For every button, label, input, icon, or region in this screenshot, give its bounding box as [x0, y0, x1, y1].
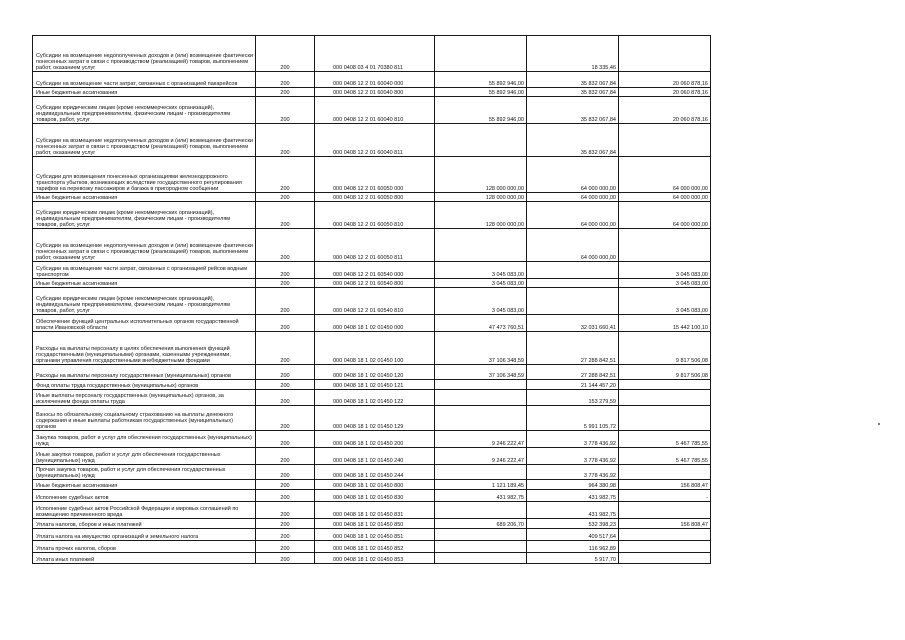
row-code: 200 — [256, 465, 315, 480]
row-code: 200 — [256, 262, 315, 279]
row-approved — [435, 553, 527, 564]
row-code: 200 — [256, 431, 315, 448]
row-remaining: 3 045 083,00 — [619, 288, 711, 315]
row-kbk: 000 0408 18 1 02 01450 830 — [315, 490, 435, 502]
row-approved: 1 121 189,45 — [435, 480, 527, 490]
table-row — [33, 465, 711, 480]
row-kbk: 000 0408 18 1 02 01450 120 — [315, 365, 435, 380]
row-code: 200 — [256, 529, 315, 541]
row-executed — [527, 288, 619, 315]
table-row — [33, 279, 711, 288]
row-approved: 37 106 348,59 — [435, 332, 527, 365]
table-body — [33, 36, 711, 564]
row-code: 200 — [256, 502, 315, 519]
row-kbk: 000 0408 18 1 02 01450 851 — [315, 529, 435, 541]
row-code: 200 — [256, 490, 315, 502]
row-name: Субсидии юридическим лицам (кроме некоммерческих организаций), индивидуальным предпринимателям, физическим лицам - производителям товаров, работ, услуг — [33, 288, 256, 315]
row-kbk: 000 0408 18 1 02 01450 831 — [315, 502, 435, 519]
row-code: 200 — [256, 36, 315, 72]
row-name: Взносы по обязательному социальному страхованию на выплаты денежного содержания и иные выплаты работникам государственных (муниципальных) органов — [33, 406, 256, 431]
table-row — [33, 529, 711, 541]
row-executed: 3 778 436,92 — [527, 448, 619, 465]
row-name: Иные бюджетные ассигнования — [33, 193, 256, 202]
row-kbk: 000 0408 12 2 01 60040 800 — [315, 88, 435, 97]
row-remaining — [619, 553, 711, 564]
row-code: 200 — [256, 365, 315, 380]
row-code: 200 — [256, 390, 315, 406]
row-executed: 3 778 436,92 — [527, 431, 619, 448]
row-kbk: 000 0408 03 4 01 70380 811 — [315, 36, 435, 72]
row-remaining: 15 442 100,10 — [619, 315, 711, 332]
row-executed: 431 982,75 — [527, 490, 619, 502]
row-kbk: 000 0408 18 1 02 01450 000 — [315, 315, 435, 332]
row-name: Уплата прочих налогов, сборов — [33, 541, 256, 553]
table-row — [33, 193, 711, 202]
row-name: Прочая закупка товаров, работ и услуг для обеспечения государственных (муниципальных) нужд — [33, 465, 256, 480]
row-approved: 431 982,75 — [435, 490, 527, 502]
row-approved: 3 045 083,00 — [435, 279, 527, 288]
row-remaining — [619, 529, 711, 541]
row-executed: 35 832 067,84 — [527, 97, 619, 124]
row-approved — [435, 541, 527, 553]
row-kbk: 000 0408 18 1 02 01450 122 — [315, 390, 435, 406]
row-remaining — [619, 380, 711, 390]
row-kbk: 000 0408 18 1 02 01450 200 — [315, 431, 435, 448]
row-code: 200 — [256, 315, 315, 332]
row-approved: 3 045 083,00 — [435, 288, 527, 315]
row-executed: 153 279,59 — [527, 390, 619, 406]
row-approved — [435, 390, 527, 406]
row-name: Обеспечение функций центральных исполнительных органов государственной власти Ивановской области — [33, 315, 256, 332]
row-executed: 431 982,75 — [527, 502, 619, 519]
row-remaining: 20 060 878,16 — [619, 88, 711, 97]
table-row — [33, 97, 711, 124]
row-remaining: 3 045 083,00 — [619, 279, 711, 288]
table-row — [33, 229, 711, 262]
row-remaining: 9 817 506,08 — [619, 365, 711, 380]
row-executed: 64 000 000,00 — [527, 202, 619, 229]
row-name: Субсидии юридическим лицам (кроме некоммерческих организаций), индивидуальным предпринимателям, физическим лицам - производителям товаров, работ, услуг — [33, 202, 256, 229]
row-remaining: 64 000 000,00 — [619, 157, 711, 193]
table-row — [33, 72, 711, 88]
row-remaining: 156 808,47 — [619, 480, 711, 490]
row-approved — [435, 124, 527, 157]
row-kbk: 000 0408 18 1 02 01450 240 — [315, 448, 435, 465]
table-row — [33, 202, 711, 229]
row-remaining — [619, 124, 711, 157]
row-code: 200 — [256, 541, 315, 553]
table-row — [33, 124, 711, 157]
table-row — [33, 406, 711, 431]
row-name: Субсидии на возмещение недополученных доходов и (или) возмещение фактически понесенных затрат в связи с производством (реализацией) товаров, выполнением работ, оказанием услуг — [33, 124, 256, 157]
table-row — [33, 480, 711, 490]
row-code: 200 — [256, 124, 315, 157]
row-name: Субсидии юридическим лицам (кроме некоммерческих организаций), индивидуальным предпринимателям, физическим лицам - производителям товаров, работ, услуг — [33, 97, 256, 124]
table-row — [33, 553, 711, 564]
row-executed: 21 144 457,20 — [527, 380, 619, 390]
table-row — [33, 332, 711, 365]
row-approved: 55 892 946,00 — [435, 88, 527, 97]
row-executed: 532 398,23 — [527, 519, 619, 529]
row-name: Уплата иных платежей — [33, 553, 256, 564]
row-code: 200 — [256, 157, 315, 193]
row-kbk: 000 0408 18 1 02 01450 850 — [315, 519, 435, 529]
row-name: Субсидии на возмещение недополученных доходов и (или) возмещение фактически понесенных затрат в связи с производством (реализацией) товаров, выполнением работ, оказанием услуг — [33, 36, 256, 72]
row-name: Исполнение судебных актов Российской Федерации и мировых соглашений по возмещению причиненного вреда — [33, 502, 256, 519]
row-name: Иные выплаты персоналу государственных (муниципальных) органов, за исключением фонда оплаты труда — [33, 390, 256, 406]
row-remaining — [619, 390, 711, 406]
row-approved: 37 106 348,59 — [435, 365, 527, 380]
row-kbk: 000 0408 18 1 02 01450 129 — [315, 406, 435, 431]
row-code: 200 — [256, 88, 315, 97]
row-remaining: 9 817 506,08 — [619, 332, 711, 365]
row-code: 200 — [256, 448, 315, 465]
row-code: 200 — [256, 519, 315, 529]
row-approved: 128 000 000,00 — [435, 202, 527, 229]
row-remaining: 20 060 878,16 — [619, 97, 711, 124]
row-approved: 47 473 760,51 — [435, 315, 527, 332]
row-kbk: 000 0408 12 2 01 60050 800 — [315, 193, 435, 202]
row-approved — [435, 502, 527, 519]
row-kbk: 000 0408 18 1 02 01450 853 — [315, 553, 435, 564]
row-remaining: 3 045 083,00 — [619, 262, 711, 279]
row-name: Исполнение судебных актов — [33, 490, 256, 502]
row-name: Субсидии для возмещения понесенных организациями железнодорожного транспорта убытков, возникающих вследствие государственного регулирования тарифов на перевозку пассажиров и багажа в пригородном сообщении — [33, 157, 256, 193]
table-row — [33, 390, 711, 406]
row-kbk: 000 0408 12 2 01 60540 810 — [315, 288, 435, 315]
row-code: 200 — [256, 288, 315, 315]
row-code: 200 — [256, 193, 315, 202]
row-name: Иные бюджетные ассигнования — [33, 279, 256, 288]
row-executed: 27 288 842,51 — [527, 365, 619, 380]
table-row — [33, 541, 711, 553]
table-row — [33, 502, 711, 519]
row-remaining: 5 467 785,55 — [619, 431, 711, 448]
row-code: 200 — [256, 97, 315, 124]
row-remaining: 64 000 000,00 — [619, 193, 711, 202]
table-row — [33, 431, 711, 448]
row-kbk: 000 0408 12 2 01 60050 810 — [315, 202, 435, 229]
row-remaining — [619, 406, 711, 431]
row-kbk: 000 0408 12 2 01 60040 000 — [315, 72, 435, 88]
row-kbk: 000 0408 12 2 01 60050 811 — [315, 229, 435, 262]
row-executed: 116 962,89 — [527, 541, 619, 553]
row-name: Субсидии на возмещение недополученных доходов и (или) возмещение фактически понесенных затрат в связи с производством (реализацией) товаров, выполнением работ, оказанием услуг — [33, 229, 256, 262]
row-name: Иные закупки товаров, работ и услуг для обеспечения государственных (муниципальных) нужд — [33, 448, 256, 465]
table-row — [33, 157, 711, 193]
row-code: 200 — [256, 279, 315, 288]
row-kbk: 000 0408 12 2 01 60540 000 — [315, 262, 435, 279]
row-remaining — [619, 465, 711, 480]
row-name: Субсидии на возмещение части затрат, связанных с организацией пакарейсов — [33, 72, 256, 88]
row-code: 200 — [256, 380, 315, 390]
row-approved: 9 246 222,47 — [435, 448, 527, 465]
row-executed: 5 917,70 — [527, 553, 619, 564]
row-executed: 32 031 660,41 — [527, 315, 619, 332]
row-executed: 409 517,64 — [527, 529, 619, 541]
row-executed: 964 380,98 — [527, 480, 619, 490]
row-kbk: 000 0408 18 1 02 01450 100 — [315, 332, 435, 365]
row-executed: 18 335,46 — [527, 36, 619, 72]
table-row — [33, 519, 711, 529]
row-remaining — [619, 229, 711, 262]
row-executed: 64 000 000,00 — [527, 229, 619, 262]
row-approved: 689 206,70 — [435, 519, 527, 529]
row-approved — [435, 465, 527, 480]
row-remaining: 156 808,47 — [619, 519, 711, 529]
row-kbk: 000 0408 12 2 01 60040 810 — [315, 97, 435, 124]
row-name: Уплата налога на имущество организаций и земельного налога — [33, 529, 256, 541]
row-kbk: 000 0408 12 2 01 60050 000 — [315, 157, 435, 193]
row-executed: 5 991 105,72 — [527, 406, 619, 431]
scan-speck — [878, 423, 880, 425]
row-approved: 9 246 222,47 — [435, 431, 527, 448]
row-approved: 3 045 083,00 — [435, 262, 527, 279]
row-executed: 35 832 067,84 — [527, 72, 619, 88]
row-kbk: 000 0408 18 1 02 01450 800 — [315, 480, 435, 490]
table-row — [33, 448, 711, 465]
row-approved — [435, 36, 527, 72]
row-executed: 35 832 067,84 — [527, 124, 619, 157]
row-approved — [435, 229, 527, 262]
table-row — [33, 490, 711, 502]
row-code: 200 — [256, 553, 315, 564]
row-code: 200 — [256, 229, 315, 262]
row-remaining: 64 000 000,00 — [619, 202, 711, 229]
row-executed — [527, 262, 619, 279]
row-executed: 35 832 067,84 — [527, 88, 619, 97]
row-name: Фонд оплаты труда государственных (муниципальных) органов — [33, 380, 256, 390]
row-executed: 3 778 436,92 — [527, 465, 619, 480]
row-executed: 64 000 000,00 — [527, 157, 619, 193]
row-remaining: 20 060 878,16 — [619, 72, 711, 88]
row-code: 200 — [256, 332, 315, 365]
row-approved: 55 892 946,00 — [435, 72, 527, 88]
row-approved — [435, 406, 527, 431]
table-row — [33, 315, 711, 332]
row-kbk: 000 0408 18 1 02 01450 852 — [315, 541, 435, 553]
row-remaining — [619, 502, 711, 519]
row-kbk: 000 0408 12 2 01 60540 800 — [315, 279, 435, 288]
row-remaining — [619, 541, 711, 553]
row-code: 200 — [256, 202, 315, 229]
row-name: Иные бюджетные ассигнования — [33, 480, 256, 490]
row-name: Субсидии на возмещение части затрат, связанных с организацией рейсов водным транспортом — [33, 262, 256, 279]
row-remaining: 5 467 785,55 — [619, 448, 711, 465]
row-remaining — [619, 36, 711, 72]
row-kbk: 000 0408 18 1 02 01450 121 — [315, 380, 435, 390]
row-name: Закупка товаров, работ и услуг для обеспечения государственных (муниципальных) нужд — [33, 431, 256, 448]
row-approved: 128 000 000,00 — [435, 193, 527, 202]
table-row — [33, 380, 711, 390]
row-approved — [435, 529, 527, 541]
row-code: 200 — [256, 72, 315, 88]
row-executed: 64 000 000,00 — [527, 193, 619, 202]
row-approved — [435, 380, 527, 390]
table-row — [33, 365, 711, 380]
row-approved: 128 000 000,00 — [435, 157, 527, 193]
row-code: 200 — [256, 480, 315, 490]
row-executed: 27 288 842,51 — [527, 332, 619, 365]
table-row — [33, 36, 711, 72]
row-name: Уплата налогов, сборов и иных платежей — [33, 519, 256, 529]
table-row — [33, 262, 711, 279]
row-remaining: - — [619, 490, 711, 502]
row-kbk: 000 0408 12 2 01 60040 811 — [315, 124, 435, 157]
row-name: Расходы на выплаты персоналу в целях обеспечения выполнения функций государственными (муниципальными) органами, казенными учреждениями, органами управления государственными внебюджетными фондами — [33, 332, 256, 365]
table-row — [33, 288, 711, 315]
row-approved: 55 892 946,00 — [435, 97, 527, 124]
row-name: Иные бюджетные ассигнования — [33, 88, 256, 97]
row-name: Расходы на выплаты персоналу государственных (муниципальных) органов — [33, 365, 256, 380]
row-code: 200 — [256, 406, 315, 431]
budget-execution-table — [32, 35, 711, 564]
row-executed — [527, 279, 619, 288]
table-row — [33, 88, 711, 97]
row-kbk: 000 0408 18 1 02 01450 244 — [315, 465, 435, 480]
